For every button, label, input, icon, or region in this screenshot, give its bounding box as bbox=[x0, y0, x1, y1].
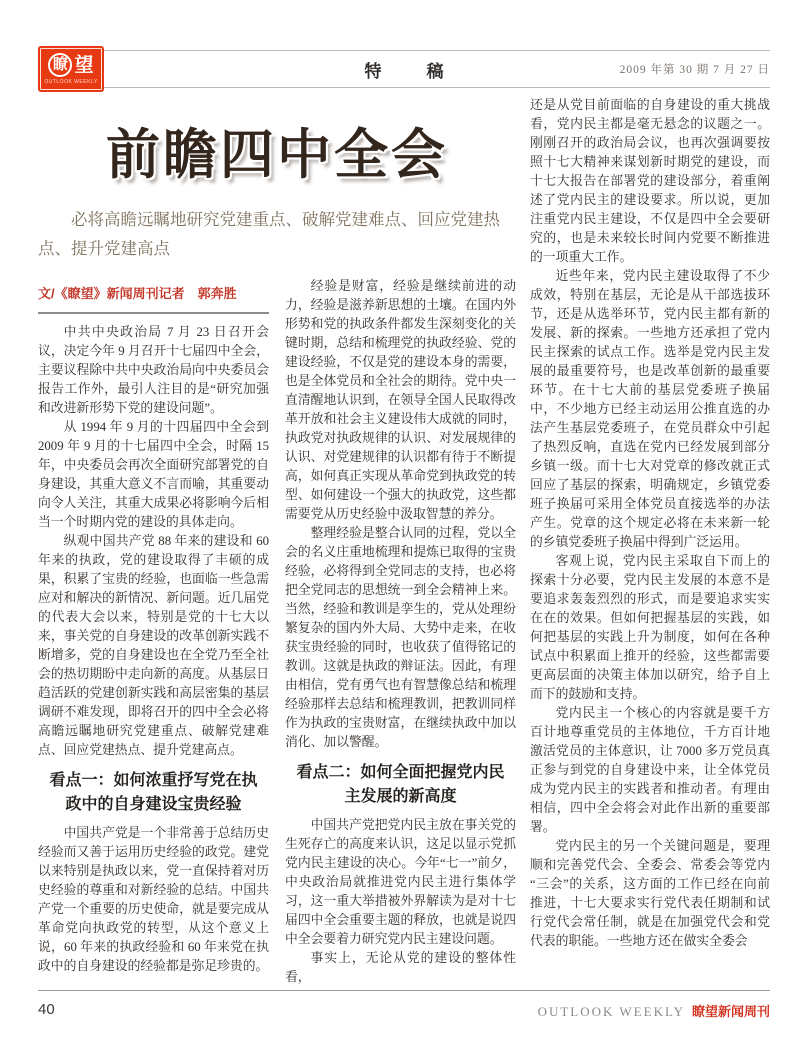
logo-character: 望 bbox=[74, 54, 94, 76]
body-paragraph: 党内民主一个核心的内容就是要千方百计地尊重党员的主体地位，千方百计地激活党员的主体意识，让 7000 多万党员真正参与到党的自身建设中来，让全体党员成为党内民主的实践者和推动者。有理由相信，四中全会将会对此作出新的重要部署。 bbox=[530, 706, 770, 834]
body-paragraph: 经验是财富，经验是继续前进的动力，经验是滋养新思想的土壤。在国内外形势和党的执政条件都发生深刻变化的关键时期，总结和梳理党的执政经验、党的建设经验，不仅是党的建设本身的需要，也是全体党员和全社会的期待。党中央一直清醒地认识到，在领导全国人民取得改革开放和社会主义建设伟大成就的同时，执政党对执政规律的认识、对发展规律的认识、对党建规律的认识都有待于不断提高，如何真正实现从革命党到执政党的转型、如何建设一个强大的执政党，这些都需要党从历史经验中汲取智慧的养分。 bbox=[285, 279, 516, 521]
column-2 bbox=[285, 277, 516, 990]
body-paragraph: 近些年来，党内民主建设取得了不少成效，特别在基层，无论是从干部选拔环节，还是从选举环节，党内民主都有新的发展、新的探索。一些地方还承担了党内民主探索的试点工作。选举是党内民主发展的最重要符号，也是改革创新的最重要环节。在十七大前的基层党委班子换届中，不少地方已经主动运用公推直选的办法产生基层党委班子，在党员群众中引起了热烈反响，直选在党内已经发展到部分乡镇一级。而十七大对党章的修改就正式回应了基层的探索，明确规定，乡镇党委班子换届可采用全体党员直接选举的办法产生。党章的这个规定必将在未来新一轮的乡镇党委班子换届中得到广泛运用。 bbox=[530, 269, 770, 549]
left-columns-wrap bbox=[38, 94, 516, 990]
magazine-name-english: OUTLOOK WEEKLY bbox=[537, 1004, 685, 1019]
logo-character-circle: 瞭 bbox=[48, 53, 72, 77]
body-paragraph: 整理经验是整合认同的过程，党以全会的名义庄重地梳理和提炼已取得的宝贵经验，必将得到全党同志的支持，也必将把全党同志的思想统一到全会精神上来。当然，经验和教训是孪生的，党从处理纷繁复杂的国内外大局、大势中走来，在收获宝贵经验的同时，也收获了值得铭记的教训。这就是执政的辩证法。因此，有理由相信，党有勇气也有智慧像总结和梳理经验那样去总结和梳理教训，把教训同样作为执政的宝贵财富，在继续执政中加以消化、加以警醒。 bbox=[285, 526, 516, 749]
body-paragraph: 党内民主的另一个关键问题是，要理顺和完善党代会、全委会、常委会等党内“三会”的关系，这方面的工作已经在向前推进，十七大要求实行党代表任期制和试行党代会常任制，就是在加强党代会和党代表的职能。一些地方还在做实全委会 bbox=[530, 839, 770, 948]
magazine-name-chinese: 瞭望新闻周刊 bbox=[691, 1004, 770, 1019]
body-paragraph: 事实上，无论从党的建设的整体性看， bbox=[285, 951, 516, 984]
page-header bbox=[38, 50, 770, 88]
byline: 文/《瞭望》新闻周刊记者 郭奔胜 bbox=[38, 277, 269, 314]
body-paragraph: 客观上说，党内民主采取自下而上的探索十分必要，党内民主发展的本意不是要追求轰轰烈烈的形式，而是要追求实实在在的效果。但如何把握基层的实践，如何把基层的实践上升为制度，如何在各种试点中积累面上推开的经验，这些都需要更高层面的决策主体加以研究，给予自上而下的鼓励和支持。 bbox=[530, 554, 770, 701]
body-paragraph: 中国共产党把党内民主放在事关党的生死存亡的高度来认识，这足以显示党抓党内民主建设的决心。今年“七一”前夕，中央政治局就推进党内民主进行集体学习，这一重大举措被外界解读为是对十七届四中全会重要主题的释放，也就是说四中全会要着力研究党内民主建设问题。 bbox=[285, 818, 516, 946]
body-paragraph: 从 1994 年 9 月的十四届四中全会到 2009 年 9 月的十七届四中全会，时隔 15 年，中央委员会再次全面研究部署党的自身建设，其重大意义不言而喻，其重要动向令人关注，其重大成果必将影响今后相当一个时期内党的建设的具体走向。 bbox=[38, 420, 269, 529]
article-title: 前瞻四中全会 bbox=[106, 125, 448, 185]
column-3 bbox=[530, 94, 770, 990]
title-block bbox=[38, 94, 516, 277]
logo-characters bbox=[48, 53, 93, 77]
article-content bbox=[38, 88, 770, 990]
page-footer bbox=[38, 990, 770, 1044]
section-heading-2: 看点二：如何全面把握党内民主发展的新高度 bbox=[296, 764, 505, 805]
two-column-area bbox=[38, 277, 516, 990]
page-number: 40 bbox=[38, 1001, 55, 1018]
outlook-weekly-logo bbox=[38, 46, 104, 92]
body-paragraph: 中共中央政治局 7 月 23 日召开会议，决定今年 9 月召开十七届四中全会，主要议程除中共中央政治局向中央委员会报告工作外，最引人注目的是“研究加强和改进新形势下党的建设问题”。 bbox=[38, 325, 269, 415]
article-subtitle: 必将高瞻远瞩地研究党建重点、破解党建难点、回应党建热点、提升党建高点 bbox=[38, 210, 500, 258]
section-label: 特 稿 bbox=[364, 61, 458, 81]
footer-magazine-name bbox=[538, 1001, 770, 1020]
section-heading-1: 看点一：如何浓重抒写党在执政中的自身建设宝贵经验 bbox=[49, 772, 258, 813]
body-paragraph: 中国共产党是一个非常善于总结历史经验而又善于运用历史经验的政党。建党以来特别是执政以来，党一直保持着对历史经验的尊重和对新经验的总结。中国共产党一个重要的历史使命，就是要完成从革命党向执政党的转型，从这个意义上说，60 年来的执政经验和 60 年来党在执政中的自身建设的经验都是弥足珍贵的。 bbox=[38, 826, 269, 973]
issue-date: 2009 年第 30 期 7 月 27 日 bbox=[619, 64, 770, 76]
column-1 bbox=[38, 277, 269, 990]
body-paragraph: 还是从党目前面临的自身建设的重大挑战看，党内民主都是毫无悬念的议题之一。刚刚召开的政治局会议，也再次强调要按照十七大精神来谋划新时期党的建设，而十七大报告在部署党的建设部分，着重阐述了党内民主的建设要求。所以说，更加注重党内民主建设，不仅是四中全会要研究的，也是未来较长时间内党要不断推进的一项重大工作。 bbox=[530, 98, 770, 264]
body-paragraph: 纵观中国共产党 88 年来的建设和 60 年来的执政，党的建设取得了丰硕的成果，积累了宝贵的经验，也面临一些急需应对和解决的新情况、新问题。近几届党的代表大会以来，特别是党的十七大以来，事关党的自身建设的改革创新实践不断增多，党的自身建设也在全党乃至全社会的热切期盼中走向新的高度。从基层日趋活跃的党建创新实践和高层密集的基层调研不难发现，即将召开的四中全会必将高瞻远瞩地研究党建重点、破解党建难点、回应党建热点、提升党建高点。 bbox=[38, 534, 269, 757]
logo-subtext: OUTLOOK WEEKLY bbox=[44, 79, 98, 85]
